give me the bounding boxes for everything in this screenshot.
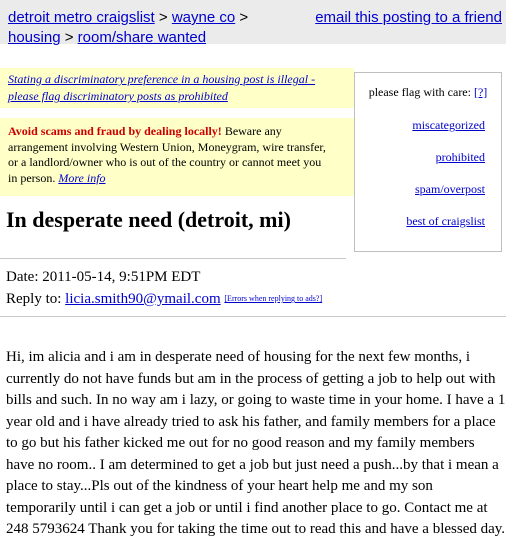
flag-heading [355, 85, 501, 100]
divider [0, 316, 506, 317]
flag-heading-text: please flag with care: [368, 85, 471, 99]
breadcrumb-site-link[interactable]: detroit metro craigslist [8, 9, 155, 26]
flag-best-of-link[interactable]: best of craigslist [406, 214, 485, 228]
posting-date-line [6, 268, 200, 286]
flag-prohibited-link[interactable]: prohibited [435, 150, 485, 164]
discrimination-notice-link[interactable]: Stating a discriminatory preference in a housing post is illegal - please flag discriminatory posts as prohibited [8, 72, 316, 103]
breadcrumb-area-link[interactable]: wayne co [171, 9, 236, 26]
divider [0, 258, 346, 259]
scam-warning-heading: Avoid scams and fraud by dealing locally! [8, 124, 222, 138]
flag-help-link[interactable]: [?] [473, 85, 488, 99]
posting-body: Hi, im alicia and i am in desperate need of housing for the next few months, i currently do not have funds but am in the process of getting a job to help out with bills and such. In no way am i lazy, or going to waste time in your home. I have a 1 year old and i have already tried to ask his father, and family members for a place to go but his father kicked me out for no good reason and my family members have no room.. I am determined to get a job but just need a push...by that i mean a place to stay...Pls out of the kindness of your heart help me and my son temporarily until i can get a job or until i find another place to go. Contact me at 248 5793624 Thank you for taking the time out to read this and have a blessed day. [6, 349, 506, 537]
breadcrumb-subcategory-link[interactable]: room/share wanted [77, 29, 207, 46]
more-info-link[interactable]: More info [58, 170, 106, 185]
scam-warning-body: Beware any arrangement involving Western Union, Moneygram, wire transfer, or a landlord/owner who is out of the country or cannot meet you in person. [8, 124, 326, 185]
flag-box [354, 72, 502, 252]
reply-email-link[interactable]: licia.smith90@ymail.com [65, 291, 221, 307]
header-bar [0, 0, 506, 44]
reply-label: Reply to: [6, 291, 66, 307]
reply-line [6, 290, 322, 308]
breadcrumb-category-link[interactable]: housing [8, 29, 61, 46]
date-label: Date: [6, 269, 43, 285]
breadcrumb-separator: > [64, 29, 74, 46]
scam-warning [0, 118, 354, 196]
email-posting-link[interactable]: email this posting to a friend [315, 9, 502, 26]
posting-title: In desperate need (detroit, mi) [6, 207, 291, 232]
scam-warning-text [8, 124, 328, 186]
flag-miscategorized-link[interactable]: miscategorized [412, 118, 485, 132]
flag-spam-link[interactable]: spam/overpost [415, 182, 485, 196]
posting-date: 2011-05-14, 9:51PM EDT [42, 269, 201, 285]
breadcrumb-separator: > [239, 9, 249, 26]
errors-replying-link[interactable]: [Errors when replying to ads?] [224, 294, 323, 303]
discrimination-notice [0, 68, 354, 108]
breadcrumb [8, 8, 308, 48]
breadcrumb-separator: > [158, 9, 168, 26]
